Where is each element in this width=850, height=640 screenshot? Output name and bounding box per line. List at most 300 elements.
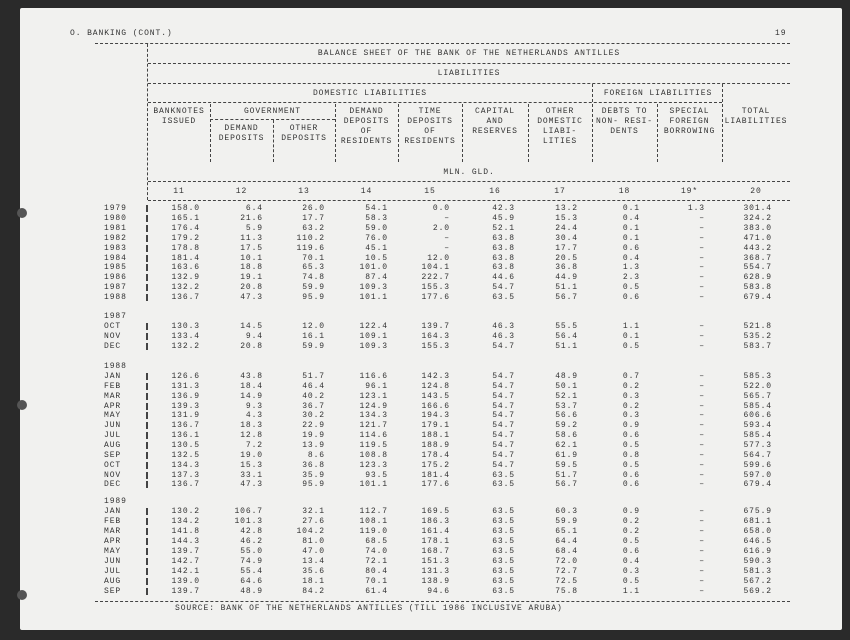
table-cell: 0.1 — [622, 224, 640, 233]
table-cell: 62.1 — [555, 441, 578, 450]
table-cell: 70.1 — [302, 254, 325, 263]
table-cell: 186.3 — [421, 517, 450, 526]
column-header-text: NON- RESI- — [595, 117, 653, 126]
column-header-text: FOREIGN — [669, 117, 710, 126]
table-cell: – — [699, 480, 705, 489]
table-cell: 188.9 — [421, 441, 450, 450]
table-cell: 179.1 — [421, 421, 450, 430]
table-cell: 9.4 — [245, 332, 263, 341]
table-cell: 121.7 — [359, 421, 388, 430]
table-cell: 122.4 — [359, 322, 388, 331]
table-cell: 124.8 — [421, 382, 450, 391]
table-cell: 142.3 — [421, 372, 450, 381]
column-header-text: DENTS — [610, 127, 639, 136]
table-cell: 606.6 — [743, 411, 772, 420]
table-cell: 0.5 — [622, 283, 640, 292]
table-cell: 22.9 — [302, 421, 325, 430]
table-cell: 58.6 — [555, 431, 578, 440]
row-label: 1988 — [104, 293, 127, 302]
table-cell: 63.5 — [492, 507, 515, 516]
table-cell: 59.5 — [555, 461, 578, 470]
table-cell: 132.9 — [171, 273, 200, 282]
divider — [148, 200, 790, 201]
table-cell: – — [699, 372, 705, 381]
table-cell: 42.8 — [240, 527, 263, 536]
table-cell: 81.0 — [302, 537, 325, 546]
table-cell: 56.7 — [555, 480, 578, 489]
table-cell: – — [444, 244, 450, 253]
table-cell: – — [699, 537, 705, 546]
row-label: AUG — [104, 441, 122, 450]
row-label: NOV — [104, 471, 122, 480]
table-cell: 68.5 — [365, 537, 388, 546]
table-cell: 175.2 — [421, 461, 450, 470]
row-label: JUL — [104, 431, 122, 440]
divider — [148, 63, 790, 64]
table-cell: 164.3 — [421, 332, 450, 341]
group-heading: 1989 — [104, 497, 127, 506]
table-title: BALANCE SHEET OF THE BANK OF THE NETHERLANDS ANTILLES — [317, 49, 621, 58]
row-label: FEB — [104, 382, 122, 391]
table-cell: 72.5 — [555, 577, 578, 586]
column-header-text: RESIDENTS — [340, 137, 393, 146]
column-header-text: CAPITAL — [475, 107, 515, 116]
table-cell: 136.1 — [171, 431, 200, 440]
table-cell: 74.0 — [365, 547, 388, 556]
table-cell: 0.9 — [622, 421, 640, 430]
table-cell: 12.8 — [240, 431, 263, 440]
row-label: 1987 — [104, 283, 127, 292]
table-cell: 1.1 — [622, 587, 640, 596]
table-cell: 142.1 — [171, 567, 200, 576]
table-cell: 2.3 — [622, 273, 640, 282]
table-cell: 130.2 — [171, 507, 200, 516]
table-cell: 101.0 — [359, 263, 388, 272]
table-cell: 0.2 — [622, 527, 640, 536]
table-cell: – — [699, 451, 705, 460]
table-cell: 17.7 — [302, 214, 325, 223]
table-cell: 222.7 — [421, 273, 450, 282]
table-cell: 55.4 — [240, 567, 263, 576]
table-cell: 17.5 — [240, 244, 263, 253]
table-cell: 63.5 — [492, 567, 515, 576]
table-cell: 0.3 — [622, 567, 640, 576]
page-number: 19 — [775, 29, 787, 38]
table-cell: 63.2 — [302, 224, 325, 233]
column-header-text: OTHER — [545, 107, 575, 116]
table-cell: – — [699, 527, 705, 536]
table-cell: 63.5 — [492, 527, 515, 536]
table-cell: 0.5 — [622, 342, 640, 351]
table-cell: 590.3 — [743, 557, 772, 566]
column-number: 15 — [424, 187, 436, 196]
column-header-text: TIME — [418, 107, 442, 116]
table-cell: – — [699, 421, 705, 430]
table-cell: 522.0 — [743, 382, 772, 391]
column-header-text: BANKNOTES — [153, 107, 205, 116]
table-cell: 646.5 — [743, 537, 772, 546]
table-cell: 54.7 — [492, 461, 515, 470]
table-cell: – — [699, 557, 705, 566]
table-cell: – — [444, 214, 450, 223]
column-rule — [210, 104, 211, 162]
table-cell: 0.5 — [622, 461, 640, 470]
table-cell: – — [444, 234, 450, 243]
table-cell: 383.0 — [743, 224, 772, 233]
table-cell: 46.2 — [240, 537, 263, 546]
table-cell: – — [699, 263, 705, 272]
row-label: AUG — [104, 577, 122, 586]
table-cell: 19.9 — [302, 431, 325, 440]
row-label: 1984 — [104, 254, 127, 263]
table-cell: 56.6 — [555, 411, 578, 420]
table-cell: 583.8 — [743, 283, 772, 292]
table-cell: 43.8 — [240, 372, 263, 381]
table-cell: 109.3 — [359, 342, 388, 351]
table-cell: 166.6 — [421, 402, 450, 411]
table-cell: – — [699, 547, 705, 556]
table-cell: 569.2 — [743, 587, 772, 596]
table-cell: 61.4 — [365, 587, 388, 596]
table-cell: 114.6 — [359, 431, 388, 440]
table-cell: 535.2 — [743, 332, 772, 341]
table-cell: 675.9 — [743, 507, 772, 516]
table-cell: 8.6 — [307, 451, 325, 460]
table-cell: 48.9 — [555, 372, 578, 381]
table-cell: 63.8 — [492, 254, 515, 263]
table-cell: 0.1 — [622, 332, 640, 341]
table-cell: 0.2 — [622, 517, 640, 526]
table-cell: 119.6 — [296, 244, 325, 253]
table-cell: 56.7 — [555, 293, 578, 302]
table-cell: 30.2 — [302, 411, 325, 420]
table-cell: 59.9 — [555, 517, 578, 526]
table-cell: 593.4 — [743, 421, 772, 430]
table-cell: 26.0 — [302, 204, 325, 213]
table-cell: 585.3 — [743, 372, 772, 381]
column-number: 12 — [235, 187, 248, 196]
table-cell: 63.5 — [492, 480, 515, 489]
table-cell: 0.5 — [622, 537, 640, 546]
table-cell: 137.3 — [171, 471, 200, 480]
table-cell: 53.7 — [555, 402, 578, 411]
table-cell: – — [699, 402, 705, 411]
table-cell: – — [699, 441, 705, 450]
table-cell: 143.5 — [421, 392, 450, 401]
table-cell: 101.1 — [359, 480, 388, 489]
table-cell: – — [699, 293, 705, 302]
table-cell: 521.8 — [743, 322, 772, 331]
table-cell: 94.6 — [427, 587, 450, 596]
table-cell: 0.3 — [622, 392, 640, 401]
table-cell: 21.6 — [240, 214, 263, 223]
column-header-text: ISSUED — [161, 117, 197, 126]
table-cell: 0.7 — [622, 372, 640, 381]
row-label: APR — [104, 537, 122, 546]
table-cell: 14.9 — [240, 392, 263, 401]
table-cell: 585.4 — [743, 431, 772, 440]
column-header-text: SPECIAL — [669, 107, 710, 116]
table-cell: 0.2 — [622, 382, 640, 391]
table-cell: – — [699, 471, 705, 480]
table-cell: – — [699, 342, 705, 351]
table-cell: 0.2 — [622, 402, 640, 411]
table-cell: 0.1 — [622, 234, 640, 243]
table-cell: 36.8 — [555, 263, 578, 272]
table-cell: 63.5 — [492, 537, 515, 546]
table-cell: 109.1 — [359, 332, 388, 341]
table-cell: 178.8 — [171, 244, 200, 253]
binder-hole — [17, 400, 27, 410]
table-cell: 123.1 — [359, 392, 388, 401]
table-cell: 64.4 — [555, 537, 578, 546]
table-cell: 27.6 — [302, 517, 325, 526]
table-cell: 616.9 — [743, 547, 772, 556]
table-cell: 16.1 — [302, 332, 325, 341]
row-label: 1982 — [104, 234, 127, 243]
table-cell: 188.1 — [421, 431, 450, 440]
table-cell: 161.4 — [421, 527, 450, 536]
table-cell: 84.2 — [302, 587, 325, 596]
table-cell: 139.7 — [421, 322, 450, 331]
divider — [148, 102, 722, 103]
table-cell: 628.9 — [743, 273, 772, 282]
table-cell: 119.5 — [359, 441, 388, 450]
column-number: 16 — [489, 187, 501, 196]
table-cell: 139.3 — [171, 402, 200, 411]
row-label: MAR — [104, 527, 122, 536]
table-cell: – — [699, 461, 705, 470]
table-cell: – — [699, 214, 705, 223]
section-title: O. BANKING (CONT.) — [70, 29, 173, 38]
table-cell: 142.7 — [171, 557, 200, 566]
table-cell: 158.0 — [171, 204, 200, 213]
table-cell: 151.3 — [421, 557, 450, 566]
table-cell: 61.9 — [555, 451, 578, 460]
table-cell: 14.5 — [240, 322, 263, 331]
table-cell: 46.4 — [302, 382, 325, 391]
table-cell: 139.7 — [171, 547, 200, 556]
table-cell: 0.6 — [622, 293, 640, 302]
row-label: JAN — [104, 372, 122, 381]
table-cell: 144.3 — [171, 537, 200, 546]
table-cell: 35.6 — [302, 567, 325, 576]
table-cell: 554.7 — [743, 263, 772, 272]
column-header-text: DEBTS TO — [601, 107, 648, 116]
row-label: 1986 — [104, 273, 127, 282]
table-cell: 139.0 — [171, 577, 200, 586]
table-cell: 54.7 — [492, 411, 515, 420]
row-label: OCT — [104, 322, 122, 331]
table-cell: 76.0 — [365, 234, 388, 243]
table-cell: 72.1 — [365, 557, 388, 566]
table-cell: 124.9 — [359, 402, 388, 411]
table-cell: 155.3 — [421, 342, 450, 351]
table-cell: 35.9 — [302, 471, 325, 480]
row-label: MAY — [104, 547, 122, 556]
table-cell: 11.3 — [240, 234, 263, 243]
table-cell: 59.9 — [302, 283, 325, 292]
table-cell: 301.4 — [743, 204, 772, 213]
row-label: JUN — [104, 557, 122, 566]
table-cell: 1.3 — [687, 204, 705, 213]
table-cell: 56.4 — [555, 332, 578, 341]
table-cell: – — [699, 322, 705, 331]
table-cell: 55.5 — [555, 322, 578, 331]
table-cell: 19.0 — [240, 451, 263, 460]
table-cell: 139.7 — [171, 587, 200, 596]
column-header-text: RESIDENTS — [404, 137, 456, 146]
table-cell: 0.4 — [622, 557, 640, 566]
table-cell: 119.0 — [359, 527, 388, 536]
table-cell: 95.9 — [302, 480, 325, 489]
table-cell: 112.7 — [359, 507, 388, 516]
table-cell: 54.7 — [492, 421, 515, 430]
table-cell: 585.4 — [743, 402, 772, 411]
table-cell: 679.4 — [743, 293, 772, 302]
row-label: APR — [104, 402, 122, 411]
table-cell: – — [699, 567, 705, 576]
table-cell: 471.0 — [743, 234, 772, 243]
table-cell: – — [699, 587, 705, 596]
divider — [148, 181, 790, 182]
column-header-text: OTHER — [289, 124, 319, 133]
table-cell: – — [699, 234, 705, 243]
table-cell: 18.1 — [302, 577, 325, 586]
foreign-liabilities-heading: FOREIGN LIABILITIES — [603, 89, 713, 98]
table-cell: 54.7 — [492, 392, 515, 401]
table-cell: 24.4 — [555, 224, 578, 233]
row-label: DEC — [104, 480, 122, 489]
government-heading: GOVERNMENT — [243, 107, 301, 116]
table-cell: 44.6 — [492, 273, 515, 282]
table-cell: 75.8 — [555, 587, 578, 596]
table-cell: 47.3 — [240, 480, 263, 489]
table-cell: 681.1 — [743, 517, 772, 526]
table-cell: 17.7 — [555, 244, 578, 253]
table-cell: 5.9 — [245, 224, 263, 233]
table-cell: 10.1 — [240, 254, 263, 263]
table-cell: 130.5 — [171, 441, 200, 450]
binder-hole — [17, 208, 27, 218]
table-cell: 136.7 — [171, 293, 200, 302]
table-cell: 7.2 — [245, 441, 263, 450]
table-cell: 567.2 — [743, 577, 772, 586]
table-cell: 0.4 — [622, 214, 640, 223]
table-cell: 368.7 — [743, 254, 772, 263]
table-cell: – — [699, 244, 705, 253]
table-cell: 54.7 — [492, 382, 515, 391]
table-cell: 44.9 — [555, 273, 578, 282]
table-cell: 70.1 — [365, 577, 388, 586]
divider — [95, 601, 790, 602]
table-cell: 55.0 — [240, 547, 263, 556]
column-header-text: OF — [360, 127, 373, 136]
table-cell: 72.7 — [555, 567, 578, 576]
table-cell: 0.5 — [622, 441, 640, 450]
table-cell: 179.2 — [171, 234, 200, 243]
domestic-liabilities-heading: DOMESTIC LIABILITIES — [312, 89, 427, 98]
table-cell: 36.8 — [302, 461, 325, 470]
table-cell: 59.9 — [302, 342, 325, 351]
table-cell: 110.2 — [296, 234, 325, 243]
table-cell: 1.1 — [622, 322, 640, 331]
table-cell: 9.3 — [245, 402, 263, 411]
table-cell: – — [699, 392, 705, 401]
table-cell: – — [699, 431, 705, 440]
column-header-text: AND — [486, 117, 504, 126]
column-number: 13 — [298, 187, 310, 196]
column-number: 17 — [554, 187, 566, 196]
table-cell: 13.2 — [555, 204, 578, 213]
table-cell: 96.1 — [365, 382, 388, 391]
table-cell: 0.1 — [622, 204, 640, 213]
table-cell: 58.3 — [365, 214, 388, 223]
table-cell: 134.2 — [171, 517, 200, 526]
table-cell: 19.1 — [240, 273, 263, 282]
table-cell: 1.3 — [622, 263, 640, 272]
row-label: NOV — [104, 332, 122, 341]
table-cell: 80.4 — [365, 567, 388, 576]
table-cell: 42.3 — [492, 204, 515, 213]
table-cell: 15.3 — [555, 214, 578, 223]
table-cell: – — [699, 507, 705, 516]
table-cell: 59.2 — [555, 421, 578, 430]
table-cell: 13.9 — [302, 441, 325, 450]
table-cell: 194.3 — [421, 411, 450, 420]
table-cell: 54.1 — [365, 204, 388, 213]
column-number: 18 — [618, 187, 631, 196]
table-cell: – — [699, 382, 705, 391]
table-cell: 63.5 — [492, 557, 515, 566]
table-cell: 108.8 — [359, 451, 388, 460]
table-cell: 13.4 — [302, 557, 325, 566]
table-cell: 54.7 — [492, 342, 515, 351]
table-cell: 20.8 — [240, 283, 263, 292]
table-cell: 109.3 — [359, 283, 388, 292]
column-header-text: DEMAND — [349, 107, 384, 116]
table-cell: 20.8 — [240, 342, 263, 351]
table-cell: 0.0 — [432, 204, 450, 213]
column-number: 19* — [680, 187, 699, 196]
column-header-text: DEPOSITS — [407, 117, 453, 126]
table-cell: 32.1 — [302, 507, 325, 516]
table-cell: 577.3 — [743, 441, 772, 450]
row-label: 1979 — [104, 204, 127, 213]
table-cell: 74.8 — [302, 273, 325, 282]
table-cell: 18.3 — [240, 421, 263, 430]
table-cell: 176.4 — [171, 224, 200, 233]
table-cell: 51.7 — [302, 372, 325, 381]
table-cell: 163.6 — [171, 263, 200, 272]
table-cell: 52.1 — [555, 392, 578, 401]
table-cell: 65.1 — [555, 527, 578, 536]
table-cell: – — [699, 332, 705, 341]
table-cell: 54.7 — [492, 441, 515, 450]
table-cell: 10.5 — [365, 254, 388, 263]
table-cell: 136.7 — [171, 421, 200, 430]
table-cell: 181.4 — [171, 254, 200, 263]
table-cell: 15.3 — [240, 461, 263, 470]
table-cell: 136.9 — [171, 392, 200, 401]
table-cell: 0.5 — [622, 577, 640, 586]
table-cell: 131.3 — [171, 382, 200, 391]
table-cell: 63.5 — [492, 471, 515, 480]
table-cell: 54.7 — [492, 402, 515, 411]
table-cell: 0.6 — [622, 431, 640, 440]
table-cell: 6.4 — [245, 204, 263, 213]
table-cell: 104.2 — [296, 527, 325, 536]
